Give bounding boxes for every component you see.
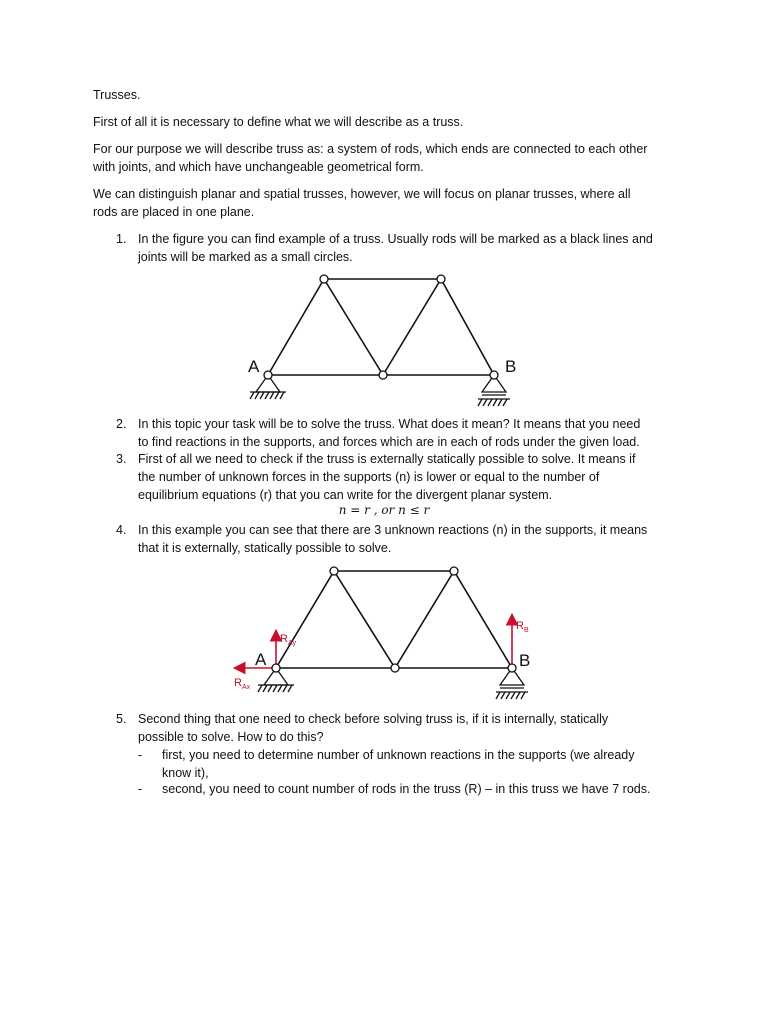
label-a: A — [255, 650, 267, 669]
sub-dash: - — [138, 748, 143, 762]
joint — [490, 371, 498, 379]
sub-dash: - — [138, 782, 143, 796]
rod — [276, 571, 334, 668]
label-b: B — [505, 357, 517, 376]
doc-title: Trusses. — [93, 88, 141, 102]
joint — [264, 371, 272, 379]
list-text-line: In this example you can see that there are 3 unknown reactions (n) in the supports, it means — [138, 523, 648, 537]
paragraph-1: First of all it is necessary to define what we will describe as a truss. — [93, 115, 464, 129]
list-number: 3. — [116, 452, 127, 466]
list-text-line: the number of unknown forces in the supports (n) is lower or equal to the number of — [138, 470, 600, 484]
list-text-line: to find reactions in the supports, and forces which are in each of rods under the given load. — [138, 435, 640, 449]
label-ray-sub: Ay — [288, 640, 297, 647]
rod — [383, 279, 441, 375]
support-b — [496, 668, 528, 699]
paragraph-2-line-1: For our purpose we will describe truss as: a system of rods, which ends are connected to each other — [93, 142, 648, 156]
list-text-line: Second thing that one need to check before solving truss is, if it is internally, statically — [138, 712, 609, 726]
truss-joints — [264, 275, 498, 379]
list-text-line: equilibrium equations (r) that you can write for the divergent planar system. — [138, 488, 553, 502]
joint — [320, 275, 328, 283]
rod — [454, 571, 512, 668]
paragraph-2-line-2: with joints, and which have unchangeable geometrical form. — [93, 160, 424, 174]
joint — [330, 567, 338, 575]
joint — [391, 664, 399, 672]
list-text-line: possible to solve. How to do this? — [138, 730, 324, 744]
sub-text-line: second, you need to count number of rods in the truss (R) – in this truss we have 7 rods. — [162, 782, 651, 796]
rod — [268, 279, 324, 375]
joint — [437, 275, 445, 283]
truss-figure-2 — [222, 560, 552, 705]
joint — [272, 664, 280, 672]
label-rb-sub: B — [524, 627, 529, 634]
label-ray-main: R — [280, 633, 288, 645]
list-text-line: In the figure you can find example of a truss. Usually rods will be marked as a black lines and — [138, 232, 653, 246]
truss-rods — [268, 279, 494, 375]
list-text-line: that it is externally, statically possible to solve. — [138, 541, 392, 555]
truss-joints — [272, 567, 516, 672]
list-text-line: joints will be marked as a small circles. — [138, 250, 353, 264]
label-b: B — [519, 651, 531, 670]
list-number: 2. — [116, 417, 127, 431]
rod — [324, 279, 383, 375]
joint — [379, 371, 387, 379]
list-text-line: First of all we need to check if the truss is externally statically possible to solve. It means if — [138, 452, 636, 466]
joint — [508, 664, 516, 672]
sub-text-line: first, you need to determine number of unknown reactions in the supports (we already — [162, 748, 635, 762]
label-rb-main: R — [516, 620, 524, 632]
equilibrium-formula: n = r , or n ≤ r — [338, 503, 430, 517]
sub-text-line: know it), — [162, 766, 209, 780]
list-number: 1. — [116, 232, 127, 246]
truss-rods — [276, 571, 512, 668]
list-text-line: In this topic your task will be to solve the truss. What does it mean? It means that you need — [138, 417, 641, 431]
list-number: 4. — [116, 523, 127, 537]
rod — [395, 571, 454, 668]
joint — [450, 567, 458, 575]
label-rax-main: R — [234, 677, 242, 689]
label-a: A — [248, 357, 260, 376]
paragraph-3-line-2: rods are placed in one plane. — [93, 205, 255, 219]
rod — [334, 571, 395, 668]
paragraph-3-line-1: We can distinguish planar and spatial trusses, however, we will focus on planar trusses, where all — [93, 187, 631, 201]
truss-figure-1 — [240, 268, 540, 408]
label-rax-sub: Ax — [242, 684, 251, 691]
rod — [441, 279, 494, 375]
list-number: 5. — [116, 712, 127, 726]
